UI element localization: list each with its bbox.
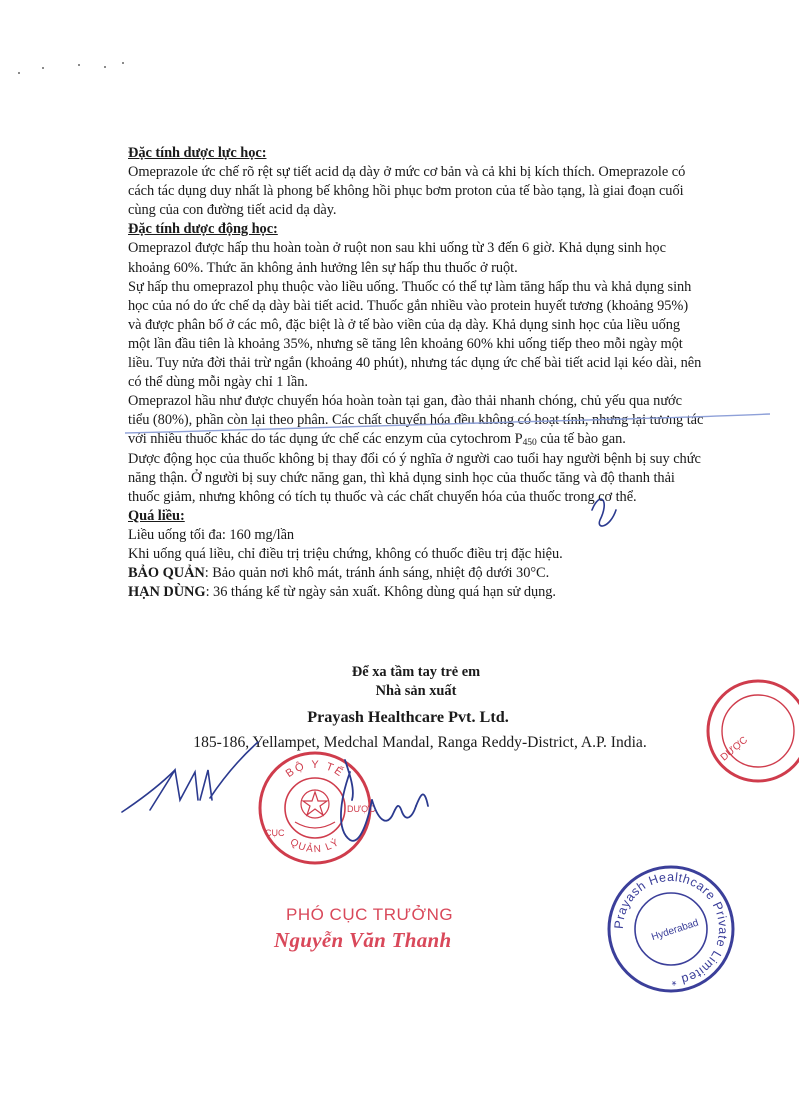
stamp-bottom-text: QUẢN LÝ bbox=[287, 836, 343, 856]
manufacturer-label: Nhà sản xuất bbox=[375, 683, 457, 699]
deputy-director-name: Nguyễn Văn Thanh bbox=[274, 928, 452, 952]
storage-text: : Bảo quản nơi khô mát, tránh ánh sáng, nhiệt độ dưới 30°C. bbox=[204, 565, 550, 582]
manufacturer-signature bbox=[122, 742, 258, 812]
company-address: 185-186, Yellampet, Medchal Mandal, Ranga Reddy-District, A.P. India. bbox=[193, 734, 647, 751]
pharmacokinetics-distribution: Sự hấp thu omeprazol phụ thuộc vào liều uống. Thuốc có thể tự làm tăng hấp thu và khả dụng sinh học của nó do ức chế dạ dày bài tiết acid. Thuốc gắn nhiều vào protein huyết tương (khoảng 95%) và được phân bố ở các mô, đặc biệt là ở tế bào viền của dạ dày. Khả dụng sinh học của liều uống một lần đầu tiên là khoảng 35%, nhưng sẽ tăng lên khoảng 60% khi uống tiếp theo mỗi ngày một liều. Tuy nửa đời thải trừ ngắn (khoảng 40 phút), nhưng tác dụng ức chế bài tiết acid lại kéo dài, nên có thể dùng mỗi ngày chỉ 1 lần. bbox=[128, 278, 702, 391]
keep-away-warning: Để xa tầm tay trẻ em bbox=[351, 664, 481, 680]
cytochrome-subscript: 450 bbox=[522, 438, 537, 449]
pharmacokinetics-heading: Đặc tính dược động học: bbox=[128, 221, 278, 238]
overdose-heading: Quá liều: bbox=[128, 507, 185, 524]
expiry-label: HẠN DÙNG bbox=[128, 584, 206, 601]
official-signature bbox=[341, 760, 428, 841]
pharmacodynamics-heading: Đặc tính dược lực học: bbox=[128, 145, 267, 161]
overdose-max-dose: Liều uống tối đa: 160 mg/lần bbox=[128, 526, 295, 543]
overdose-treatment: Khi uống quá liều, chỉ điều trị triệu chứng, không có thuốc điều trị đặc hiệu. bbox=[128, 545, 563, 562]
metabolism-text-end: của tế bào gan. bbox=[536, 431, 626, 448]
expiry-text: : 36 tháng kể từ ngày sản xuất. Không dùng quá hạn sử dụng. bbox=[205, 584, 556, 601]
deputy-director-title: PHÓ CỤC TRƯỞNG bbox=[286, 905, 454, 924]
storage-label: BẢO QUẢN bbox=[128, 565, 205, 582]
seal-ring-text: Prayash Healthcare Private Limited * bbox=[611, 869, 731, 989]
stamp-top-text: BỘ Y TẾ bbox=[283, 758, 347, 780]
pharmacokinetics-absorption: Omeprazol được hấp thu hoàn toàn ở ruột non sau khi uống từ 3 đến 6 giờ. Khả dụng sinh học khoảng 60%. Thức ăn không ảnh hưởng lên sự hấp thu thuốc ở ruột. bbox=[128, 240, 666, 276]
pharmacodynamics-text: Omeprazole ức chế rõ rệt sự tiết acid dạ dày ở mức cơ bản và cả khi bị kích thích. Omeprazole có cách tác dụng duy nhất là phong bế không hồi phục bơm proton của tế bào tạng, là giai đoạn cuối cùng của con đường tiết acid dạ dày. bbox=[128, 164, 686, 219]
stamp-left-text: CỤC bbox=[265, 828, 285, 838]
signature-mark-right bbox=[592, 499, 616, 526]
pharmacokinetics-special-populations: Dược động học của thuốc không bị thay đổi có ý nghĩa ở người cao tuổi hay người bệnh bị suy chức năng thận. Ở người bị suy chức năng gan, thì khả dụng sinh học của thuốc tăng và độ thanh thải thuốc giảm, nhưng không có tích tụ thuốc và các chất chuyển hóa của thuốc trong cơ thể. bbox=[128, 450, 701, 505]
partial-stamp-text: DƯỢC bbox=[718, 734, 750, 764]
stamp-right-text: DƯỢC bbox=[347, 804, 375, 814]
company-name: Prayash Healthcare Pvt. Ltd. bbox=[307, 708, 509, 726]
metabolism-text: Omeprazol hầu như được chuyển hóa hoàn toàn tại gan, đào thải nhanh chóng, chủ yếu qua nước tiểu (80%), phần còn lại theo phân. Các chất chuyển hóa đều không có hoạt tính, nhưng lại tương tác với nhiều thuốc khác do tác dụng ức chế các enzym của cytochrom P bbox=[128, 393, 704, 448]
seal-center-text: Hyderabad bbox=[650, 917, 701, 944]
